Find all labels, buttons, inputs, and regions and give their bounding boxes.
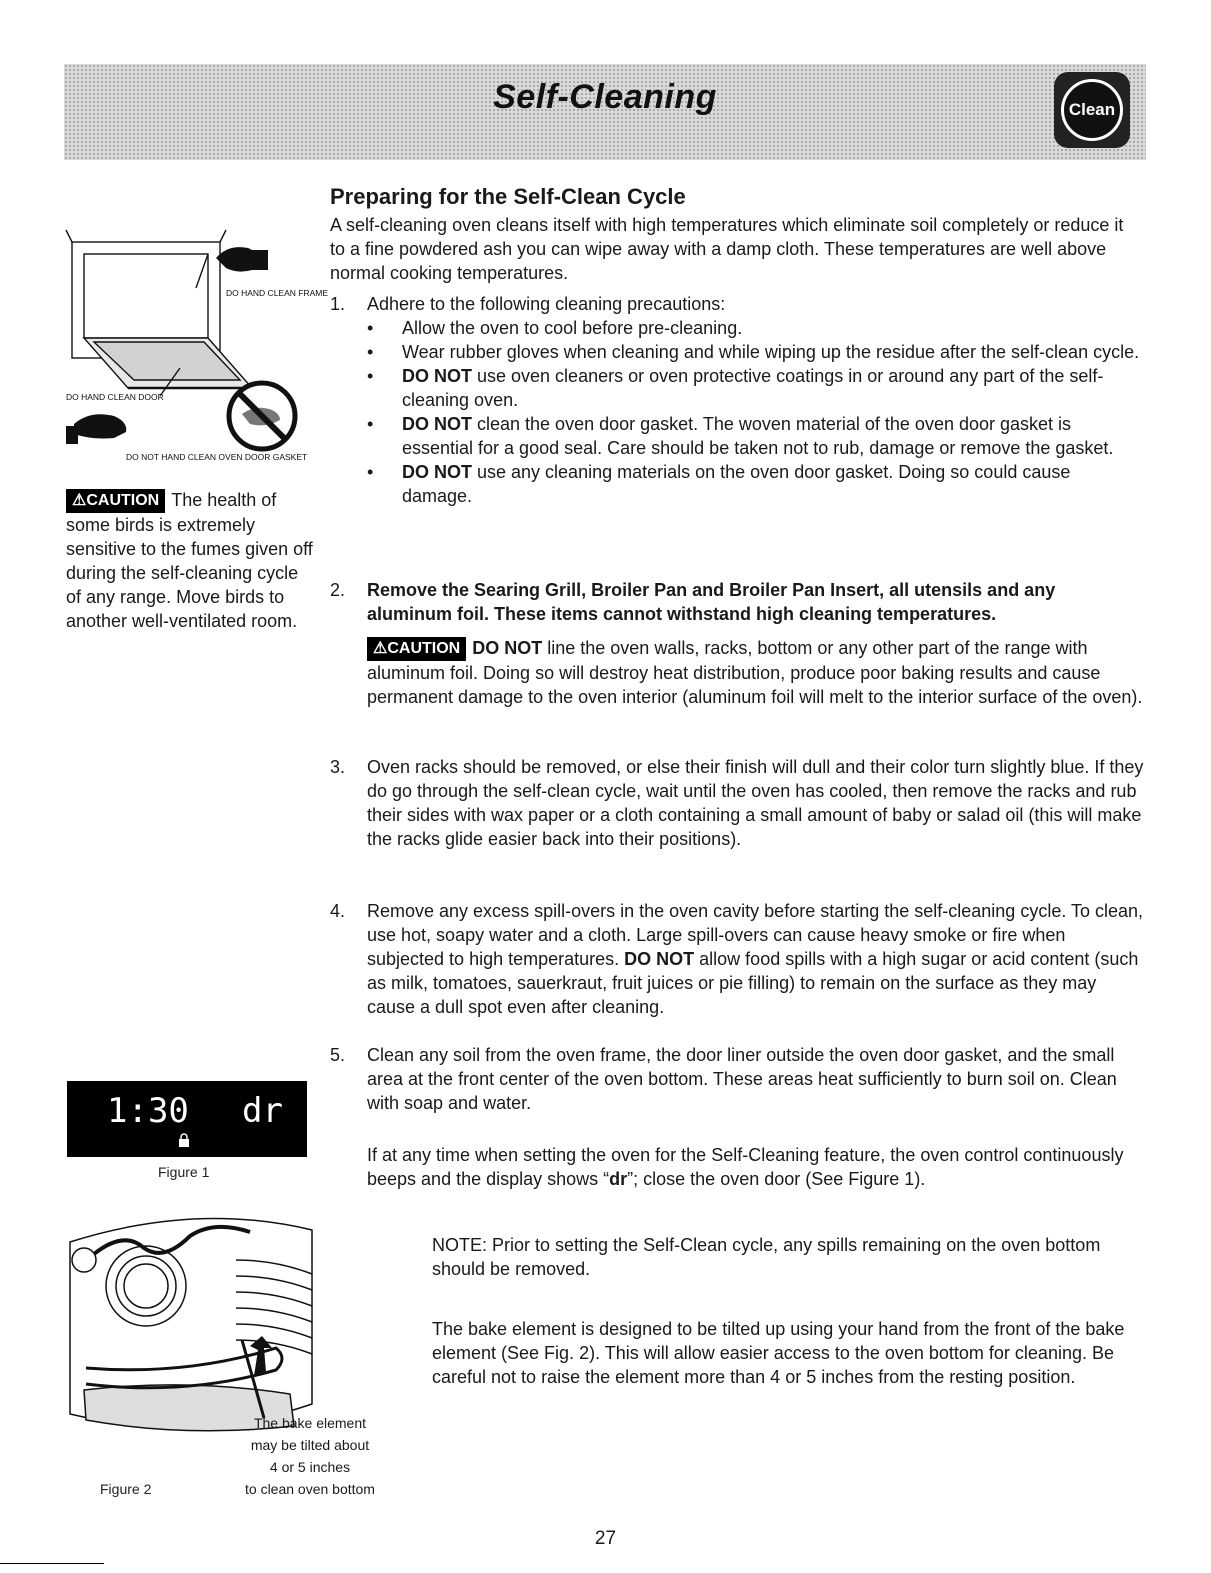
step-number: 5. xyxy=(330,1045,346,1065)
bird-caution xyxy=(66,488,316,633)
list-item: • DO NOT use any cleaning materials on the oven door gasket. Doing so could cause damage. xyxy=(367,460,1145,508)
step-1 xyxy=(330,292,1145,508)
page-title: Self-Cleaning xyxy=(493,78,717,116)
caution-badge: ⚠CAUTION xyxy=(367,637,466,661)
figure-2-label: Figure 2 xyxy=(100,1481,152,1497)
header-banner xyxy=(64,64,1146,160)
hand-icon xyxy=(216,247,268,271)
step-5 xyxy=(330,1043,1145,1115)
step-text: Oven racks should be removed, or else their finish will dull and their color turn slightly blue. If they do go through the self-clean cycle, wait until the oven has cooled, then remove the racks and rub their sides with wax paper or a cloth containing a small amount of baby or salad oil (this will make the racks glide easier back into their positions). xyxy=(367,757,1144,849)
section-title: Preparing for the Self-Clean Cycle xyxy=(330,184,686,209)
thermostat-dial-icon xyxy=(106,1246,186,1326)
step-text: Adhere to the following cleaning precautions: xyxy=(367,294,726,314)
clean-badge xyxy=(1054,72,1130,148)
hand-icon xyxy=(66,414,126,444)
spill-note: NOTE: Prior to setting the Self-Clean cycle, any spills remaining on the oven bottom should be removed. xyxy=(432,1235,1101,1279)
step-number: 3. xyxy=(330,757,346,777)
list-item: • Allow the oven to cool before pre-cleaning. xyxy=(367,316,1145,340)
figure-1-label: Figure 1 xyxy=(158,1164,210,1180)
footer-rule xyxy=(0,1563,104,1564)
step-3 xyxy=(330,755,1145,851)
foil-caution: ⚠CAUTION DO NOT line the oven walls, racks, bottom or any other part of the range with aluminum foil. Doing so will destroy heat distribution, produce poor baking results and cause permanent damage to the oven interior (aluminum foil will melt to the interior surface of the oven). xyxy=(367,638,1143,707)
clean-badge-label: Clean xyxy=(1061,79,1123,141)
step-text: Remove the Searing Grill, Broiler Pan and Broiler Pan Insert, all utensils and any aluminum foil. These items cannot withstand high cleaning temperatures. xyxy=(367,580,1056,624)
oven-door-illustration xyxy=(66,228,329,468)
lock-icon xyxy=(178,1133,190,1147)
prohibited-icon xyxy=(229,383,295,449)
warning-icon: ⚠ xyxy=(72,492,87,509)
step-text: Remove any excess spill-overs in the oven cavity before starting the self-cleaning cycle. To clean, use hot, soapy water and a cloth. Large spill-overs can cause heavy smoke or fire when subjected to high temperatures. DO NOT allow food spills with a high sugar or acid content (such as milk, tomatoes, sauerkraut, fruit juices or pie filling) to remain on the surface as they may cause a dull spot even after cleaning. xyxy=(367,901,1144,1017)
door-note: If at any time when setting the oven for the Self-Cleaning feature, the oven control continuously beeps and the display shows “dr”; close the oven door (See Figure 1). xyxy=(367,1145,1124,1189)
bake-element-paragraph: The bake element is designed to be tilted up using your hand from the front of the bake element (See Fig. 2). This will allow easier access to the oven bottom for cleaning. Be careful not to raise the element more than 4 or 5 inches from the resting position. xyxy=(432,1319,1125,1387)
callout-clean-door: DO HAND CLEAN DOOR xyxy=(66,392,164,402)
callout-gasket: DO NOT HAND CLEAN OVEN DOOR GASKET xyxy=(126,452,308,462)
intro-paragraph: A self-cleaning oven cleans itself with high temperatures which eliminate soil completely or reduce it to a fine powdered ash you can wipe away with a damp cloth. These temperatures are well above normal cooking temperatures. xyxy=(330,215,1124,283)
caution-badge: ⚠CAUTION xyxy=(66,489,165,513)
figure-2-caption: The bake element may be tilted about 4 or 5 inches to clean oven bottom xyxy=(245,1415,375,1497)
step-number: 4. xyxy=(330,901,346,921)
element-coil-icon xyxy=(94,1227,250,1254)
warning-icon: ⚠ xyxy=(373,640,388,657)
display-code: dr xyxy=(242,1091,283,1131)
step-2 xyxy=(330,578,1145,709)
display-time: 1:30 xyxy=(107,1091,189,1131)
step-number: 2. xyxy=(330,580,346,600)
step-text: Clean any soil from the oven frame, the door liner outside the oven door gasket, and the small area at the front center of the oven bottom. These areas heat sufficiently to burn soil on. Clean with soap and water. xyxy=(367,1045,1117,1113)
bird-caution-text: The health of some birds is extremely sensitive to the fumes given off during the self-cleaning cycle of any range. Move birds to another well-ventilated room. xyxy=(66,490,313,631)
step-number: 1. xyxy=(330,294,346,314)
callout-clean-frame: DO HAND CLEAN FRAME xyxy=(226,288,329,298)
list-item: • Wear rubber gloves when cleaning and while wiping up the residue after the self-clean cycle. xyxy=(367,340,1145,364)
page-number: 27 xyxy=(594,1528,617,1549)
list-item: • DO NOT clean the oven door gasket. The woven material of the oven door gasket is essential for a good seal. Care should be taken not to rub, damage or remove the gasket. xyxy=(367,412,1145,460)
step-4 xyxy=(330,899,1145,1019)
oven-display xyxy=(67,1081,307,1157)
precaution-list xyxy=(367,316,1145,508)
list-item: • DO NOT use oven cleaners or oven protective coatings in or around any part of the self-cleaning oven. xyxy=(367,364,1145,412)
